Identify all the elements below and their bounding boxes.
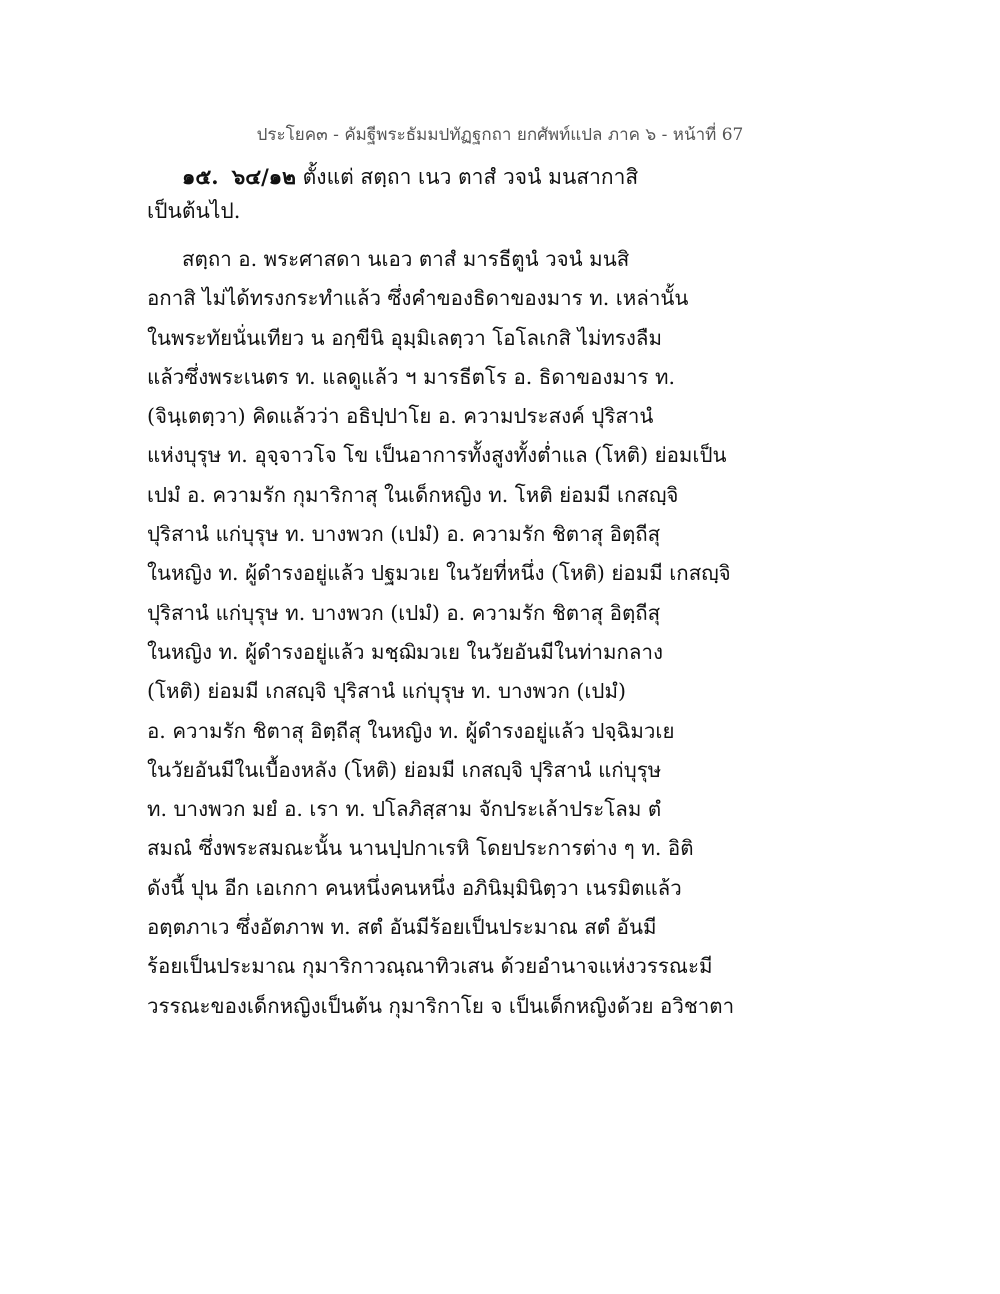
body-line: ในวัยอันมีในเบื้องหลัง (โหติ) ย่อมมี เกสญฺจิ ปุริสานํ แก่บุรุษ	[147, 757, 662, 782]
section-heading-line	[147, 160, 867, 194]
body-line: อกาสิ ไม่ได้ทรงกระทำแล้ว ซึ่งคำของธิดาของมาร ท. เหล่านั้น	[147, 286, 689, 311]
section-reference: ๖๔/๑๒	[231, 164, 296, 189]
section-heading	[147, 160, 867, 228]
body-line: ร้อยเป็นประมาณ กุมาริกาวณฺณาทิวเสน ด้วยอำนาจแห่งวรรณะมี	[147, 954, 713, 979]
section-title-continuation: เป็นต้นไป.	[147, 199, 241, 223]
body-line: อ. ความรัก ชิตาสุ อิตฺถีสุ ในหญิง ท. ผู้ดำรงอยู่แล้ว ปจฺฉิมวเย	[147, 718, 675, 743]
body-line: (โหติ) ย่อมมี เกสญฺจิ ปุริสานํ แก่บุรุษ ท. บางพวก (เปมํ)	[147, 679, 626, 704]
body-line: ในพระทัยนั่นเทียว น อกฺขีนิ อุมฺมิเลตฺวา โอโลเกสิ ไม่ทรงลืม	[147, 325, 663, 350]
section-title: ตั้งแต่ สตฺถา เนว ตาสํ วจนํ มนสากาสิ	[302, 165, 639, 189]
body-line: เปมํ อ. ความรัก กุมาริกาสุ ในเด็กหญิง ท. โหติ ย่อมมี เกสญฺจิ	[147, 482, 679, 507]
body-line: ในหญิง ท. ผู้ดำรงอยู่แล้ว ปฐมวเย ในวัยที่หนึ่ง (โหติ) ย่อมมี เกสญฺจิ	[147, 561, 731, 586]
body-line: สมณํ ซึ่งพระสมณะนั้น นานปฺปกาเรหิ โดยประการต่าง ๆ ท. อิติ	[147, 836, 694, 861]
body-line: (จินฺเตตฺวา) คิดแล้วว่า อธิปฺปาโย อ. ความประสงค์ ปุริสานํ	[147, 404, 654, 429]
body-line: ท. บางพวก มยํ อ. เรา ท. ปโลภิสฺสาม จักประเล้าประโลม ตํ	[147, 797, 662, 822]
body-text	[147, 240, 867, 1026]
body-line: ดังนี้ ปุน อีก เอเกกา คนหนึ่งคนหนึ่ง อภินิมฺมินิตฺวา เนรมิตแล้ว	[147, 875, 682, 900]
body-line: วรรณะของเด็กหญิงเป็นต้น กุมาริกาโย จ เป็นเด็กหญิงด้วย อวิชาตา	[147, 993, 735, 1018]
body-line: อตฺตภาเว ซึ่งอัตภาพ ท. สตํ อันมีร้อยเป็นประมาณ สตํ อันมี	[147, 915, 657, 940]
section-number: ๑๕.	[182, 164, 219, 189]
running-header: ประโยค๓ - คัมฐีพระธัมมปทัฏฐกถา ยกศัพท์แปล ภาค ๖ - หน้าที่ 67	[256, 125, 744, 145]
body-line: ปุริสานํ แก่บุรุษ ท. บางพวก (เปมํ) อ. ความรัก ชิตาสุ อิตฺถีสุ	[147, 522, 661, 547]
body-line: ปุริสานํ แก่บุรุษ ท. บางพวก (เปมํ) อ. ความรัก ชิตาสุ อิตฺถีสุ	[147, 600, 661, 625]
body-line: แล้วซึ่งพระเนตร ท. แลดูแล้ว ฯ มารธีตโร อ. ธิดาของมาร ท.	[147, 364, 676, 389]
body-line: แห่งบุรุษ ท. อุจฺจาวโจ โข เป็นอาการทั้งสูงทั้งต่ำแล (โหติ) ย่อมเป็น	[147, 443, 727, 468]
body-line: สตฺถา อ. พระศาสดา นเอว ตาสํ มารธีตูนํ วจนํ มนสิ	[182, 247, 630, 271]
body-line: ในหญิง ท. ผู้ดำรงอยู่แล้ว มชฺฌิมวเย ในวัยอันมีในท่ามกลาง	[147, 639, 664, 664]
